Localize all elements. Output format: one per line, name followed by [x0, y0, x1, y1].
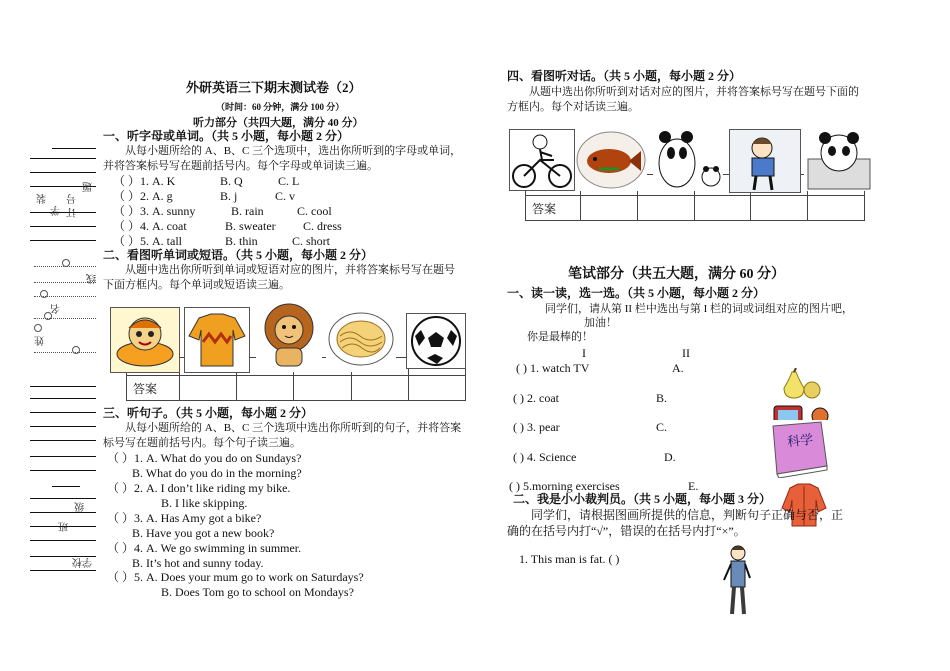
boy-on-bike-picture: [509, 129, 575, 191]
question-option-b: B. rain: [231, 204, 264, 218]
section4-instruction: 从题中选出你所听到对话对应的图片，并将答案标号写在题号下面的方框内。每个对话读三遍。: [507, 86, 859, 113]
answer-cell[interactable]: [581, 196, 638, 221]
margin-label: 学校: [72, 556, 92, 567]
panda-toy-picture: [653, 127, 723, 191]
margin-label: 线: [86, 272, 96, 283]
man-picture: [720, 544, 756, 618]
page-title: 外研英语三下期末测试卷（2）: [186, 80, 362, 95]
question-option-c: C. cool: [297, 204, 332, 218]
match-option: B.: [656, 391, 668, 405]
answer-cell[interactable]: [180, 376, 237, 401]
written-part-title: 笔试部分（共五大题，满分 60 分）: [568, 267, 785, 282]
margin-label: 装: [36, 192, 46, 203]
match-option: E.: [688, 479, 699, 493]
answer-cell[interactable]: [351, 376, 408, 401]
science-book-picture: [769, 420, 829, 478]
question-option-a: （ ）4. A. coat: [113, 219, 187, 233]
exam-time: （时间：60 分钟，满分 100 分）: [216, 102, 345, 112]
match-question: ( ) 4. Science: [513, 450, 577, 464]
science-book-label: 科学: [786, 432, 814, 451]
sentence-option-b: B. Does Tom go to school on Mondays?: [161, 585, 354, 599]
question-option-a: （ ）2. A. g: [113, 189, 173, 203]
margin-label: 订: [66, 206, 76, 217]
answer-cell[interactable]: [408, 376, 465, 401]
question-option-b: B. Q: [220, 174, 243, 188]
section4-heading: 四、看图听对话。（共 5 小题，每小题 2 分）: [507, 69, 742, 83]
answer-cell[interactable]: [294, 376, 351, 401]
judge-item: 1. This man is fat. ( ): [519, 552, 620, 566]
question-option-a: （ ）3. A. sunny: [113, 204, 196, 218]
football-picture: [406, 313, 466, 369]
swimming-ring-kid-picture: [110, 307, 180, 373]
fish-dish-picture: [575, 129, 647, 191]
sentence-option-a: （ ）1. A. What do you do on Sundays?: [107, 451, 302, 465]
match-question: ( ) 1. watch TV: [516, 361, 590, 375]
question-option-b: B. sweater: [225, 219, 276, 233]
section2-instruction: 从题中选出你所听到单词或短语对应的图片，并将答案标号写在题号下面方框内。每个单词或短语读三遍。: [103, 264, 455, 291]
answer-cell[interactable]: [694, 196, 751, 221]
sentence-option-b: B. It’s hot and sunny today.: [132, 556, 264, 570]
question-option-c: C. L: [278, 174, 300, 188]
margin-label: 姓: [34, 334, 44, 345]
margin-label: 学: [50, 204, 60, 215]
section5-instruction: 同学们，请从第 II 栏中选出与第 I 栏的词或词组对应的图片吧，: [545, 303, 853, 315]
section6-heading: 二、我是小小裁判员。（共 5 小题，每小题 3 分）: [513, 492, 772, 506]
match-option: D.: [664, 450, 676, 464]
sentence-option-a: （ ）4. A. We go swimming in summer.: [107, 541, 302, 555]
match-question: ( ) 2. coat: [513, 391, 559, 405]
section5-instruction: 加油！: [584, 317, 617, 329]
question-option-c: C. short: [292, 234, 331, 248]
section6-instruction: 同学们，请根据图画所提供的信息，判断句子正确与否，正确的在括号内打“√”，错误的在括号内打“×”。: [507, 508, 844, 538]
section2-heading: 二、看图听单词或短语。（共 5 小题，每小题 2 分）: [103, 248, 374, 262]
question-option-c: C. dress: [303, 219, 342, 233]
panda-picture: [804, 129, 874, 191]
column-label: II: [682, 346, 690, 360]
section1-heading: 一、听字母或单词。（共 5 小题，每小题 2 分）: [103, 129, 350, 143]
column-label: I: [582, 346, 586, 360]
section5-instruction: 你是最棒的！: [527, 331, 593, 343]
margin-label: 名: [50, 302, 60, 313]
noodles-picture: [326, 306, 396, 372]
question-option-a: （ ）1. A. K: [113, 174, 176, 188]
table-header: 答案: [526, 196, 581, 221]
sweater-picture: [184, 307, 250, 373]
section5-heading: 一、读一读，选一选。（共 5 小题，每小题 2 分）: [507, 286, 766, 300]
match-option: A.: [672, 361, 684, 375]
margin-label: 级: [74, 500, 84, 511]
sentence-option-b: B. I like skipping.: [161, 496, 248, 510]
table-header: 答案: [127, 376, 180, 401]
listening-part-title: 听力部分（共四大题，满分 40 分）: [193, 117, 364, 129]
margin-label: 号: [66, 192, 76, 203]
answer-cell[interactable]: [808, 196, 865, 221]
match-question: ( ) 5.morning exercises: [509, 479, 620, 493]
margin-label: 题: [82, 180, 92, 191]
question-option-c: C. v: [275, 189, 296, 203]
pear-picture: [776, 368, 822, 400]
match-option: C.: [656, 420, 668, 434]
answer-cell[interactable]: [637, 196, 694, 221]
section3-heading: 三、听句子。（共 5 小题，每小题 2 分）: [103, 406, 314, 420]
question-option-b: B. j: [220, 189, 238, 203]
sentence-option-b: B. What do you do in the morning?: [132, 466, 302, 480]
match-question: ( ) 3. pear: [513, 420, 560, 434]
margin-label: 班: [58, 520, 68, 531]
answer-cell[interactable]: [237, 376, 294, 401]
sentence-option-a: （ ）2. A. I don’t like riding my bike.: [107, 481, 291, 495]
section1-instruction: 从每小题所给的 A、B、C 三个选项中，选出你所听到的字母或单词，并将答案标号写在题前括号内。每个字母或单词读三遍。: [103, 145, 462, 172]
sentence-option-a: （ ）5. A. Does your mum go to work on Saturdays?: [107, 570, 364, 584]
question-option-a: （ ）5. A. tall: [113, 234, 182, 248]
question-option-b: B. thin: [225, 234, 258, 248]
sentence-option-a: （ ）3. A. Has Amy got a bike?: [107, 511, 262, 525]
answer-cell[interactable]: [751, 196, 808, 221]
sentence-option-b: B. Have you got a new book?: [132, 526, 275, 540]
lion-picture: [256, 300, 322, 372]
section3-instruction: 从每小题所给的 A、B、C 三个选项中选出你所听到的句子，并将答案标号写在题前括号内。每个句子读三遍。: [103, 422, 462, 449]
boy-cartoon-picture: [729, 129, 801, 193]
